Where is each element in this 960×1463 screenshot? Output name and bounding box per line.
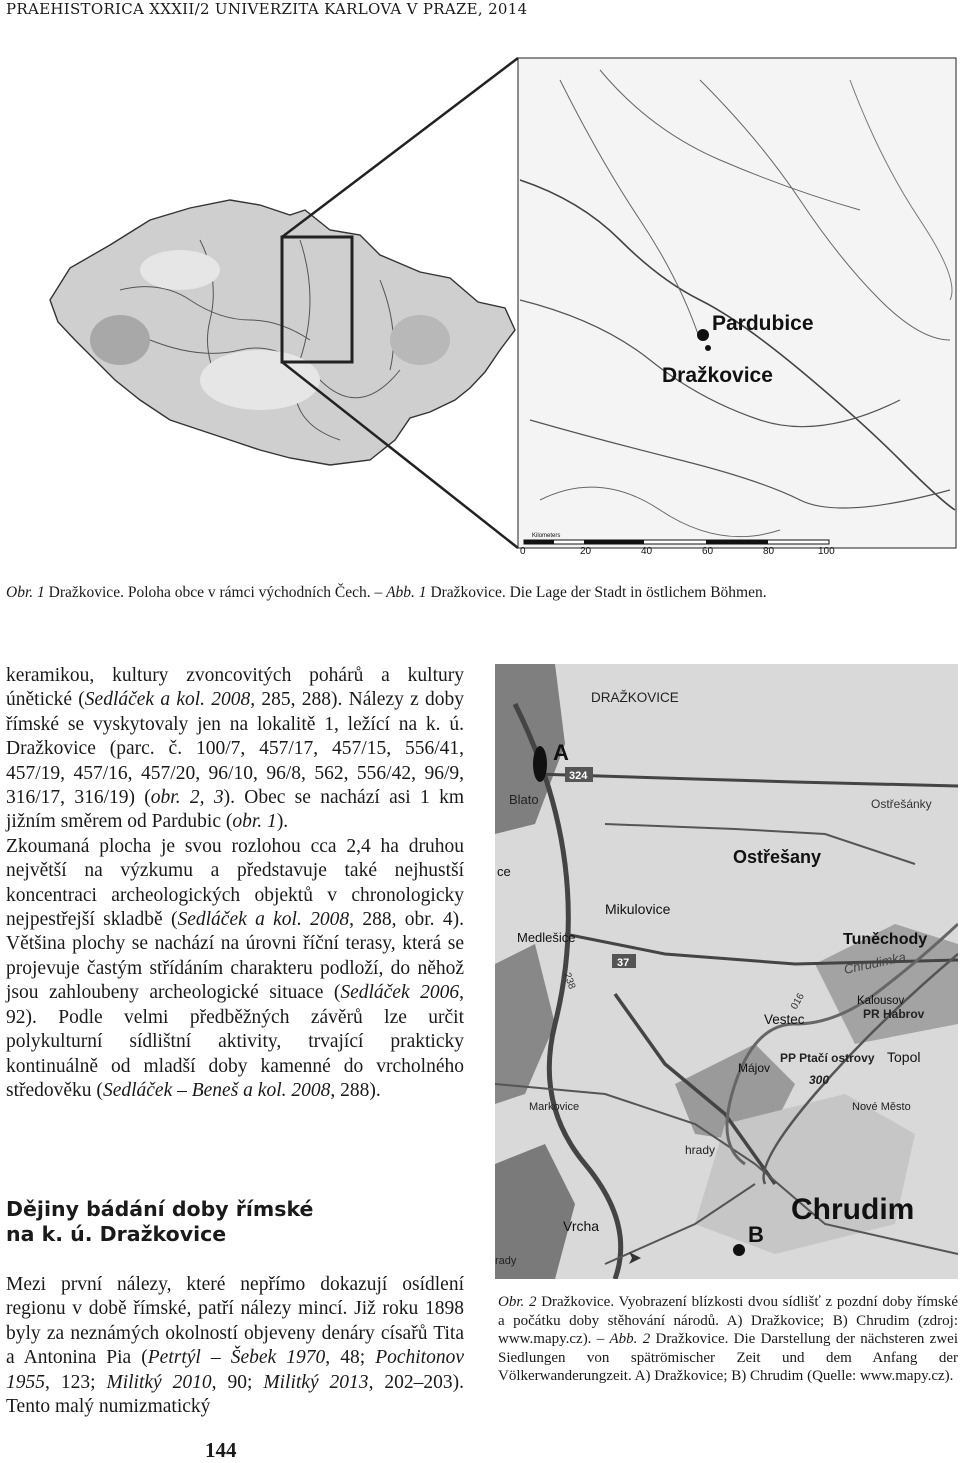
label-vestec: Vestec xyxy=(764,1012,805,1027)
label-tunechody: Tuněchody xyxy=(843,931,928,948)
label-vrcha: Vrcha xyxy=(563,1218,600,1234)
label-hrady: hrady xyxy=(685,1143,716,1157)
label-drazkovice: DRAŽKOVICE xyxy=(591,690,679,705)
label-ce: ce xyxy=(497,864,511,879)
label-chrudim: Chrudim xyxy=(791,1193,915,1226)
label-road-37: 37 xyxy=(617,957,630,969)
figure-1-caption: Obr. 1 Dražkovice. Poloha obce v rámci východních Čech. – Abb. 1 Dražkovice. Die Lage der Stadt in östlichem Böhmen. xyxy=(6,584,767,601)
label-ostresany: Ostřešany xyxy=(733,847,822,867)
scale-tick-80: 80 xyxy=(763,546,775,557)
label-road-016: 016 xyxy=(789,991,807,1012)
paragraph-3: Mezi první nálezy, které nepřímo dokazují osídlení regionu v době římské, patří nálezy mincí. Již roku 1898 byly za neznámých okolností objeveny denáry císařů Tita a Antonina Pia (Petrtýl – Šebek 1970, 48; Pochitonov 1955, 123; Militký 2010, 90; Militký 2013, 202–203). Tento malý numizmatický xyxy=(6,1274,465,1418)
label-kalousov: Kalousov xyxy=(857,995,905,1007)
label-pr-habrov: PR Habrov xyxy=(863,1007,925,1021)
figure-2-map xyxy=(495,664,958,1279)
scale-tick-20: 20 xyxy=(580,546,592,557)
label-markovice: Markovice xyxy=(529,1101,580,1113)
scale-tick-40: 40 xyxy=(641,546,653,557)
figure-1-map xyxy=(0,40,960,570)
label-nove-mesto: Nové Město xyxy=(852,1101,911,1113)
site-b-marker xyxy=(733,1244,745,1256)
label-topol: Topol xyxy=(887,1049,921,1065)
map-label-drazkovice: Dražkovice xyxy=(662,364,773,387)
paragraph-2: Zkoumaná plocha je svou rozlohou cca 2,4 ha druhou největší na výzkumu a představuje také nejhustší koncentraci archeologických objektů v chronologicky nejpestřejší skladbě (Sedláček a kol. 2008, 288, obr. 4). Většina plochy se nachází na úrovni říční terasy, která se projevuje častým střídáním charakteru podloží, do něhož jsou zahloubeny archeologické situace (Sedláček 2006, 92). Podle velmi předběžných závěrů lze určit polykulturní sídlištní aktivity, trvající prakticky kontinuálně od mladší doby kamenné do vrcholného středověku (Sedláček – Beneš a kol. 2008, 288). xyxy=(6,835,464,1101)
map-label-pardubice: Pardubice xyxy=(712,312,814,335)
figure-2-caption: Obr. 2 Dražkovice. Vyobrazení blízkosti dvou sídlišť z pozdní doby římské a počátku doby stěhování národů. A) Dražkovice; B) Chrudim (zdroj: www.mapy.cz). – Abb. 2 Dražkovice. Die Darstellung der nächsteren zwei Siedlungen von spätrömischer Zeit und dem Anfang der Völkerwanderungzeit. A) Dražkovice; B) Chrudim (Quelle: www.mapy.cz). xyxy=(498,1294,958,1385)
marker-label-b: B xyxy=(748,1222,764,1247)
label-road-238: 238 xyxy=(561,971,578,991)
body-text-column xyxy=(6,664,464,1103)
label-rady: rady xyxy=(495,1255,517,1267)
label-hill-300: 300 xyxy=(809,1073,830,1087)
label-blato: Blato xyxy=(509,792,539,807)
label-road-324: 324 xyxy=(569,770,588,782)
label-majov: Májov xyxy=(738,1061,771,1075)
detail-map xyxy=(518,58,956,557)
label-mikulovice: Mikulovice xyxy=(605,901,671,917)
site-a-marker xyxy=(533,746,547,782)
running-header: PRAEHISTORICA XXXII/2 UNIVERZITA KARLOVA V PRAZE, 2014 xyxy=(6,0,528,18)
scale-tick-60: 60 xyxy=(702,546,714,557)
marker-label-a: A xyxy=(553,740,569,765)
label-ostresanky: Ostřešánky xyxy=(871,797,932,811)
label-chrudimka: Chrudimka xyxy=(842,949,908,977)
page-number: 144 xyxy=(205,1438,237,1462)
scale-tick-0: 0 xyxy=(520,546,526,557)
label-medlesice: Medlešice xyxy=(517,930,576,945)
scale-unit: Kilometers xyxy=(532,533,561,539)
section-heading: Dějiny bádání doby římské na k. ú. Dražkovice xyxy=(6,1197,314,1246)
label-pp-ptaci-ostrovy: PP Ptačí ostrovy xyxy=(780,1051,875,1065)
paragraph-1: keramikou, kultury zvoncovitých pohárů a kultury únětické (Sedláček a kol. 2008, 285, 288). Nálezy z doby římské se vyskytovaly jen na lokalitě 1, ležící na k. ú. Dražkovice (parc. č. 100/7, 457/17, 457/15, 556/41, 457/19, 457/16, 457/20, 96/10, 96/8, 562, 556/42, 96/9, 316/17, 316/19) (obr. 2, 3). Obec se nachází asi 1 km jižním směrem od Pardubic (obr. 1). xyxy=(6,665,464,833)
scale-tick-100: 100 xyxy=(818,546,835,557)
